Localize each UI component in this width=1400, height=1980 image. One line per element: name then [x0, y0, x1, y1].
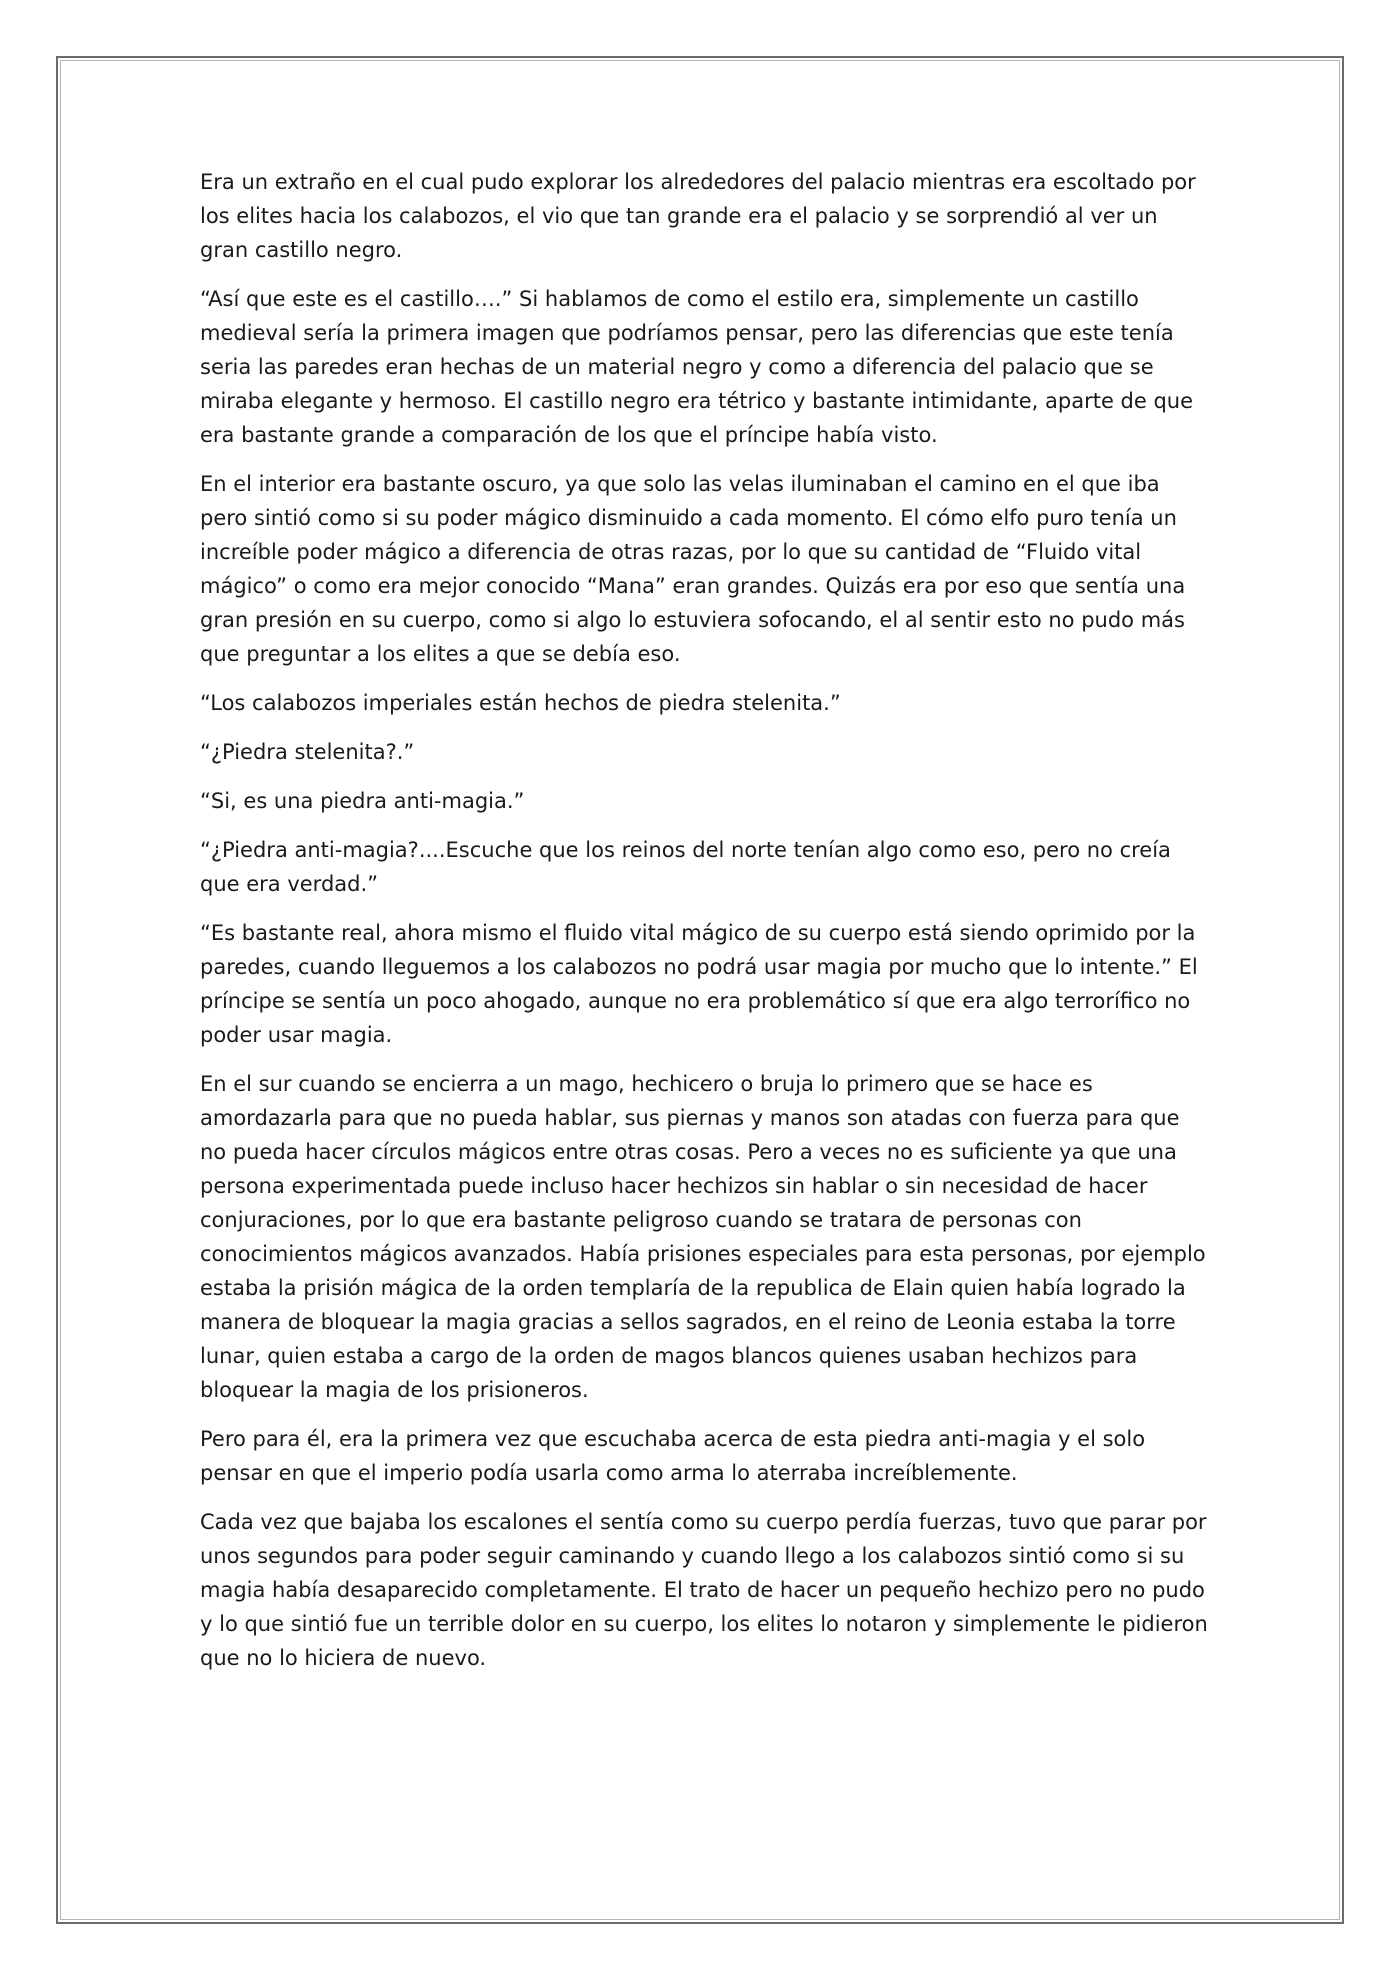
paragraph-8: “Es bastante real, ahora mismo el fluido vital mágico de su cuerpo está siendo oprimido por la paredes, cuando lleguemos a los calabozos no podrá usar magia por mucho que lo intente.” El príncipe se sentía un poco ahogado, aunque no era problemático sí que era algo terrorífico no poder usar magia.	[200, 921, 1198, 1047]
paragraph-11: Cada vez que bajaba los escalones el sentía como su cuerpo perdía fuerzas, tuvo que parar por unos segundos para poder seguir caminando y cuando llego a los calabozos sintió como si su magia había desaparecido completamente. El trato de hacer un pequeño hechizo pero no pudo y lo que sintió fue un terrible dolor en su cuerpo, los elites lo notaron y simplemente le pidieron que no lo hiciera de nuevo.	[200, 1510, 1208, 1670]
paragraph-5: “¿Piedra stelenita?.”	[200, 740, 415, 764]
paragraph-2: “Así que este es el castillo….” Si hablamos de como el estilo era, simplemente un castillo medieval sería la primera imagen que podríamos pensar, pero las diferencias que este tenía seria las paredes eran hechas de un material negro y como a diferencia del palacio que se miraba elegante y hermoso. El castillo negro era tétrico y bastante intimidante, aparte de que era bastante grande a comparación de los que el príncipe había visto.	[200, 287, 1194, 447]
paragraph-4: “Los calabozos imperiales están hechos de piedra stelenita.”	[200, 691, 841, 715]
paragraph-10: Pero para él, era la primera vez que escuchaba acerca de esta piedra anti-magia y el solo pensar en que el imperio podía usarla como arma lo aterraba increíblemente.	[200, 1427, 1146, 1485]
paragraph-9: En el sur cuando se encierra a un mago, hechicero o bruja lo primero que se hace es amordazarla para que no pueda hablar, sus piernas y manos son atadas con fuerza para que no pueda hacer círculos mágicos entre otras cosas. Pero a veces no es suficiente ya que una persona experimentada puede incluso hacer hechizos sin hablar o sin necesidad de hacer conjuraciones, por lo que era bastante peligroso cuando se tratara de personas con conocimientos mágicos avanzados. Había prisiones especiales para esta personas, por ejemplo estaba la prisión mágica de la orden templaría de la republica de Elain quien había logrado la manera de bloquear la magia gracias a sellos sagrados, en el reino de Leonia estaba la torre lunar, quien estaba a cargo de la orden de magos blancos quienes usaban hechizos para bloquear la magia de los prisioneros.	[200, 1072, 1206, 1402]
paragraph-3: En el interior era bastante oscuro, ya que solo las velas iluminaban el camino en el que iba pero sintió como si su poder mágico disminuido a cada momento. El cómo elfo puro tenía un increíble poder mágico a diferencia de otras razas, por lo que su cantidad de “Fluido vital mágico” o como era mejor conocido “Mana” eran grandes. Quizás era por eso que sentía una gran presión en su cuerpo, como si algo lo estuviera sofocando, el al sentir esto no pudo más que preguntar a los elites a que se debía eso.	[200, 472, 1186, 666]
paragraph-1: Era un extraño en el cual pudo explorar los alrededores del palacio mientras era escoltado por los elites hacia los calabozos, el vio que tan grande era el palacio y se sorprendió al ver un gran castillo negro.	[200, 170, 1196, 262]
paragraph-6: “Si, es una piedra anti-magia.”	[200, 789, 525, 813]
paragraph-7: “¿Piedra anti-magia?....Escuche que los reinos del norte tenían algo como eso, pero no creía que era verdad.”	[200, 838, 1171, 896]
document-body	[200, 165, 1210, 1690]
